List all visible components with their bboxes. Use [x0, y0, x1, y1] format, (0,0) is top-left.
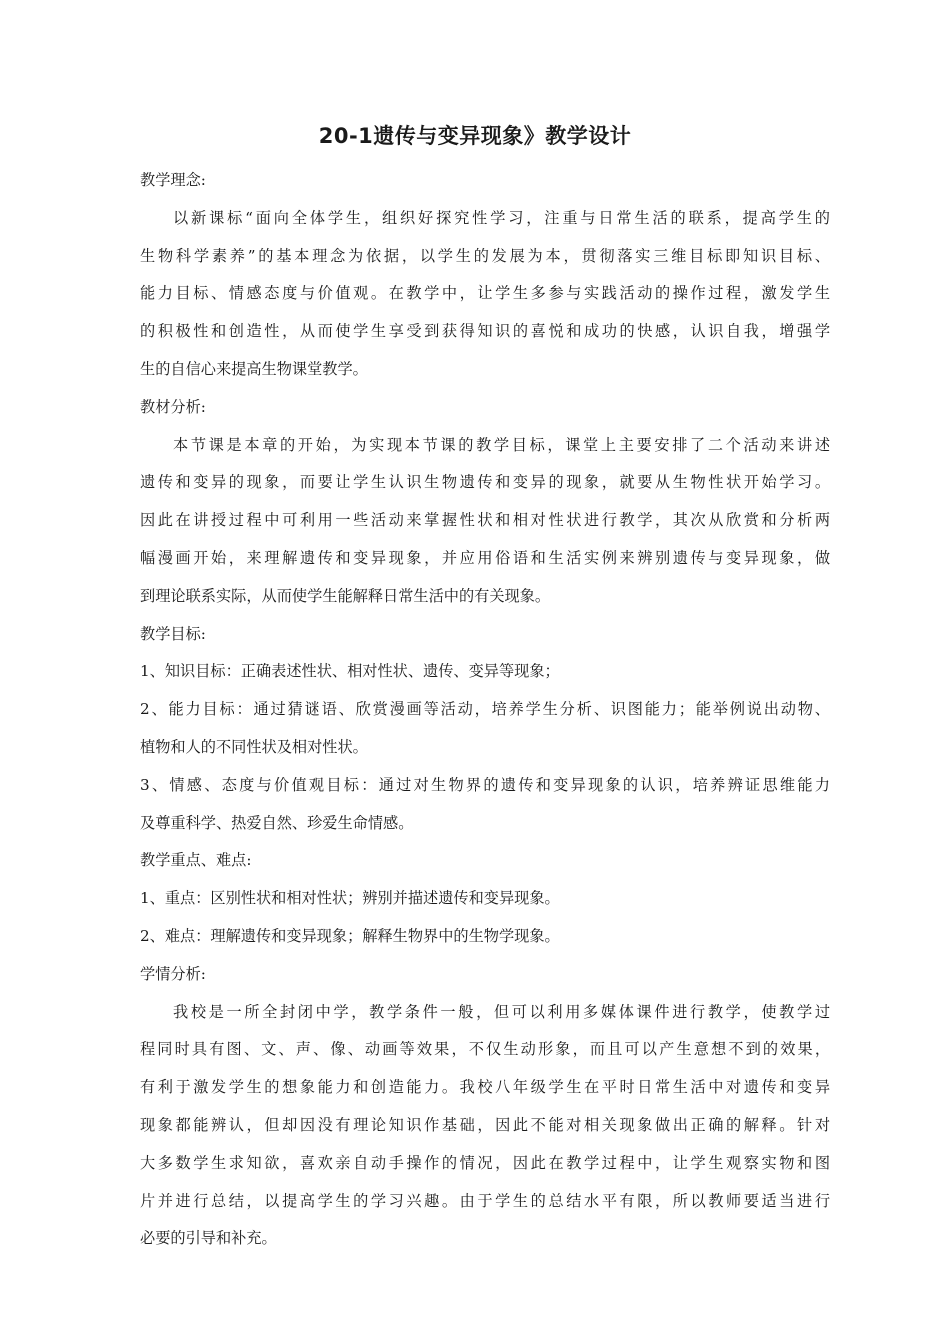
section-heading-material: 教材分析: — [140, 397, 206, 416]
focus-item-key: 1、重点：区别性状和相对性状；辨别并描述遗传和变异现象。 — [140, 889, 560, 908]
paragraph-line: 能力目标、情感态度与价值观。在教学中，让学生多参与实践活动的操作过程，激发学生 — [140, 284, 830, 303]
paragraph-line: 现象都能辨认，但却因没有理论知识作基础，因此不能对相关现象做出正确的解释。针对 — [140, 1115, 830, 1134]
section-heading-philosophy: 教学理念: — [140, 171, 206, 189]
goal-item-ability-cont: 植物和人的不同性状及相对性状。 — [140, 737, 368, 756]
paragraph-line: 片并进行总结，以提高学生的学习兴趣。由于学生的总结水平有限，所以教师要适当进行 — [140, 1191, 830, 1210]
paragraph-line: 本节课是本章的开始，为实现本节课的教学目标，课堂上主要安排了二个活动来讲述 — [173, 435, 830, 454]
section-heading-goals: 教学目标: — [140, 624, 206, 643]
paragraph-line: 有利于激发学生的想象能力和创造能力。我校八年级学生在平时日常生活中对遗传和变异 — [140, 1078, 830, 1097]
paragraph-line: 我校是一所全封闭中学，教学条件一般，但可以利用多媒体课件进行教学，使教学过 — [173, 1002, 830, 1021]
paragraph-line: 生物科学素养”的基本理念为依据，以学生的发展为本，贯彻落实三维目标即知识目标、 — [140, 246, 830, 265]
paragraph-line: 必要的引导和补充。 — [140, 1229, 277, 1248]
paragraph-line: 幅漫画开始，来理解遗传和变异现象，并应用俗语和生活实例来辨别遗传与变异现象，做 — [140, 548, 830, 567]
document-title: 20-1遗传与变异现象》教学设计 — [318, 124, 632, 148]
paragraph-line: 生的自信心来提高生物课堂教学。 — [140, 359, 368, 378]
goal-item-knowledge: 1、知识目标：正确表述性状、相对性状、遗传、变异等现象； — [140, 662, 560, 681]
focus-item-difficulty: 2、难点：理解遗传和变异现象；解释生物界中的生物学现象。 — [140, 926, 560, 945]
goal-item-emotion-cont: 及尊重科学、热爱自然、珍爱生命情感。 — [140, 813, 414, 832]
paragraph-line: 程同时具有图、文、声、像、动画等效果，不仅生动形象，而且可以产生意想不到的效果， — [140, 1040, 830, 1059]
paragraph-line: 遗传和变异的现象，而要让学生认识生物遗传和变异的现象，就要从生物性状开始学习。 — [140, 473, 830, 492]
paragraph-line: 的积极性和创造性，从而使学生享受到获得知识的喜悦和成功的快感，认识自我，增强学 — [140, 322, 830, 341]
paragraph-line: 到理论联系实际，从而使学生能解释日常生活中的有关现象。 — [140, 586, 551, 605]
section-heading-students: 学情分析: — [140, 964, 206, 983]
goal-item-emotion: 3、情感、态度与价值观目标：通过对生物界的遗传和变异现象的认识，培养辨证思维能力 — [140, 775, 830, 794]
paragraph-line: 大多数学生求知欲，喜欢亲自动手操作的情况，因此在教学过程中，让学生观察实物和图 — [140, 1153, 830, 1172]
paragraph-line: 以新课标“面向全体学生，组织好探究性学习，注重与日常生活的联系，提高学生的 — [173, 208, 830, 227]
section-heading-focus: 教学重点、难点: — [140, 851, 252, 870]
document-body — [140, 162, 830, 1258]
goal-item-ability: 2、能力目标：通过猜谜语、欣赏漫画等活动，培养学生分析、识图能力；能举例说出动物、 — [140, 700, 830, 719]
paragraph-line: 因此在讲授过程中可利用一些活动来掌握性状和相对性状进行教学，其次从欣赏和分析两 — [140, 511, 830, 530]
